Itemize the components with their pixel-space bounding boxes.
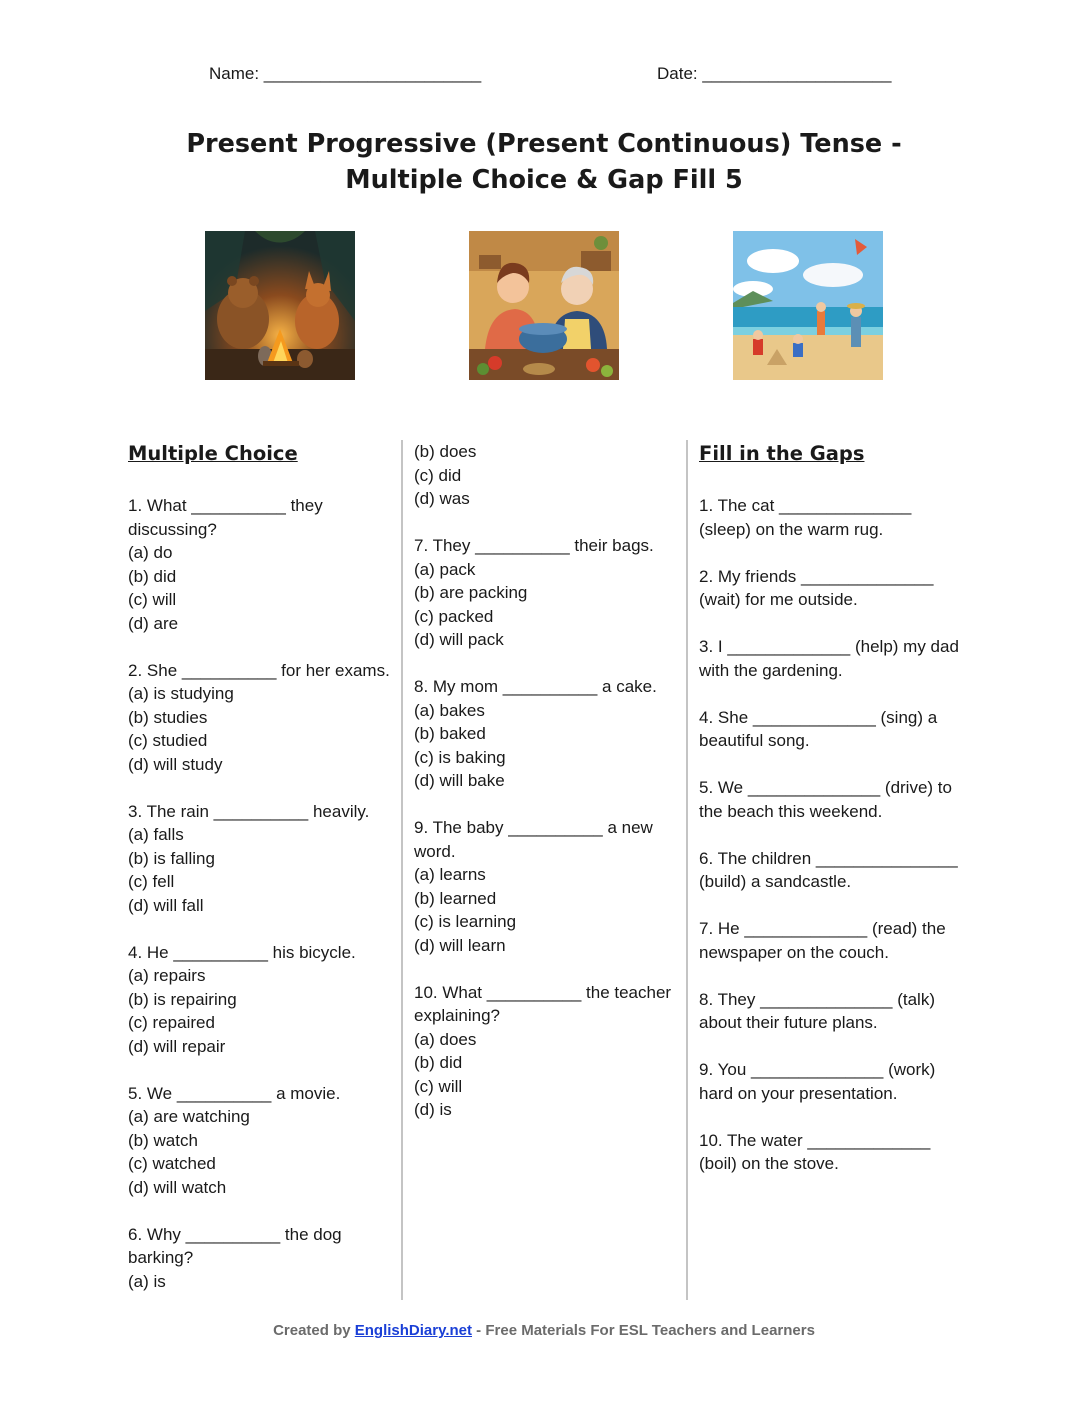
campfire-animals-illustration <box>205 231 355 380</box>
option-line: (d) is <box>414 1100 452 1119</box>
footer-link[interactable]: EnglishDiary.net <box>354 1322 473 1339</box>
footer-prefix: Created by <box>273 1322 355 1339</box>
gap-fill-item: 2. My friends ______________ (wait) for me outside. <box>699 566 934 609</box>
option-line: (d) will repair <box>128 1036 226 1056</box>
gap-fill-heading: Fill in the Gaps <box>699 442 865 465</box>
option-line: (a) pack <box>414 559 476 579</box>
option-line: (b) baked <box>414 724 486 743</box>
mc-question <box>128 800 393 918</box>
option-line: (a) do <box>128 543 173 562</box>
option-line: (c) watched <box>128 1154 216 1173</box>
footer-credit <box>0 1322 1088 1339</box>
option-line: (b) is falling <box>128 848 215 868</box>
gap-fill-column <box>699 440 959 1199</box>
question-line: 6. Why __________ the dog barking? <box>128 1224 342 1267</box>
option-line: (a) repairs <box>128 966 206 985</box>
footer-suffix: - Free Materials For ESL Teachers and Learners <box>472 1322 815 1339</box>
gap-fill-item: 8. They ______________ (talk) about their future plans. <box>699 989 935 1032</box>
option-line: (a) bakes <box>414 700 485 720</box>
option-line: (d) will fall <box>128 895 204 915</box>
question-line: 2. She __________ for her exams. <box>128 660 390 680</box>
option-line: (b) did <box>414 1053 463 1072</box>
option-line: (d) are <box>128 613 179 633</box>
option-line: (a) learns <box>414 865 486 884</box>
column-divider <box>686 440 688 1300</box>
gap-fill-item: 1. The cat ______________ (sleep) on the warm rug. <box>699 496 912 539</box>
option-line: (d) was <box>414 489 470 508</box>
column-divider <box>401 440 403 1300</box>
option-line: (c) is baking <box>414 747 506 767</box>
option-line: (c) did <box>414 465 462 485</box>
multiple-choice-column-left <box>128 440 393 1317</box>
mc-question <box>128 1082 393 1200</box>
mc-question-continued <box>414 440 679 511</box>
mc-question <box>414 981 679 1122</box>
option-line: (c) will <box>414 1076 463 1096</box>
option-line: (c) studied <box>128 731 208 750</box>
option-line: (b) did <box>128 566 177 586</box>
question-line: 4. He __________ his bicycle. <box>128 942 356 962</box>
option-line: (c) will <box>128 590 177 609</box>
gap-fill-item: 10. The water _____________ (boil) on the stove. <box>699 1130 931 1173</box>
question-line: 1. What __________ they discussing? <box>128 496 323 539</box>
option-line: (c) packed <box>414 606 494 626</box>
question-line: 7. They __________ their bags. <box>414 536 654 555</box>
option-line: (a) are watching <box>128 1107 250 1126</box>
option-line: (d) will watch <box>128 1177 227 1197</box>
option-line: (d) will learn <box>414 935 506 955</box>
mc-question <box>414 675 679 793</box>
kitchen-cooking-illustration <box>469 231 619 380</box>
mc-question <box>128 659 393 777</box>
mc-question <box>128 1223 393 1294</box>
gap-fill-item: 9. You ______________ (work) hard on your presentation. <box>699 1060 936 1103</box>
gap-fill-item: 3. I _____________ (help) my dad with the gardening. <box>699 637 959 680</box>
option-line: (c) fell <box>128 872 175 891</box>
gap-fill-item: 7. He _____________ (read) the newspaper on the couch. <box>699 919 946 962</box>
option-line: (b) studies <box>128 707 208 727</box>
question-line: 5. We __________ a movie. <box>128 1083 341 1103</box>
option-line: (a) falls <box>128 825 184 844</box>
gap-fill-item: 4. She _____________ (sing) a beautiful song. <box>699 707 938 750</box>
date-field-label: Date: ____________________ <box>657 64 892 83</box>
option-line: (a) is <box>128 1271 166 1291</box>
option-line: (b) are packing <box>414 583 528 602</box>
question-line: 10. What __________ the teacher explaining? <box>414 982 672 1025</box>
beach-family-illustration <box>733 231 883 380</box>
multiple-choice-column-middle <box>414 440 679 1145</box>
option-line: (a) is studying <box>128 684 234 703</box>
mc-question <box>414 534 679 652</box>
option-line: (b) learned <box>414 888 497 908</box>
question-line: 9. The baby __________ a new word. <box>414 818 653 861</box>
multiple-choice-heading: Multiple Choice <box>128 442 298 465</box>
question-line: 8. My mom __________ a cake. <box>414 677 657 696</box>
option-line: (c) repaired <box>128 1013 215 1032</box>
name-field-label: Name: _______________________ <box>209 64 482 83</box>
option-line: (d) will bake <box>414 771 505 790</box>
option-line: (b) is repairing <box>128 989 237 1009</box>
worksheet-title: Present Progressive (Present Continuous) Tense - Multiple Choice & Gap Fill 5 <box>186 129 902 195</box>
gap-fill-item: 5. We ______________ (drive) to the beach this weekend. <box>699 778 952 821</box>
gap-fill-item: 6. The children _______________ (build) a sandcastle. <box>699 848 958 891</box>
option-line: (b) watch <box>128 1130 198 1150</box>
option-line: (a) does <box>414 1029 477 1049</box>
option-line: (d) will study <box>128 754 223 774</box>
question-line: 3. The rain __________ heavily. <box>128 801 370 821</box>
mc-question <box>128 941 393 1059</box>
option-line: (d) will pack <box>414 630 504 649</box>
mc-question <box>414 816 679 957</box>
mc-question <box>128 494 393 635</box>
option-line: (b) does <box>414 442 477 461</box>
option-line: (c) is learning <box>414 912 517 931</box>
